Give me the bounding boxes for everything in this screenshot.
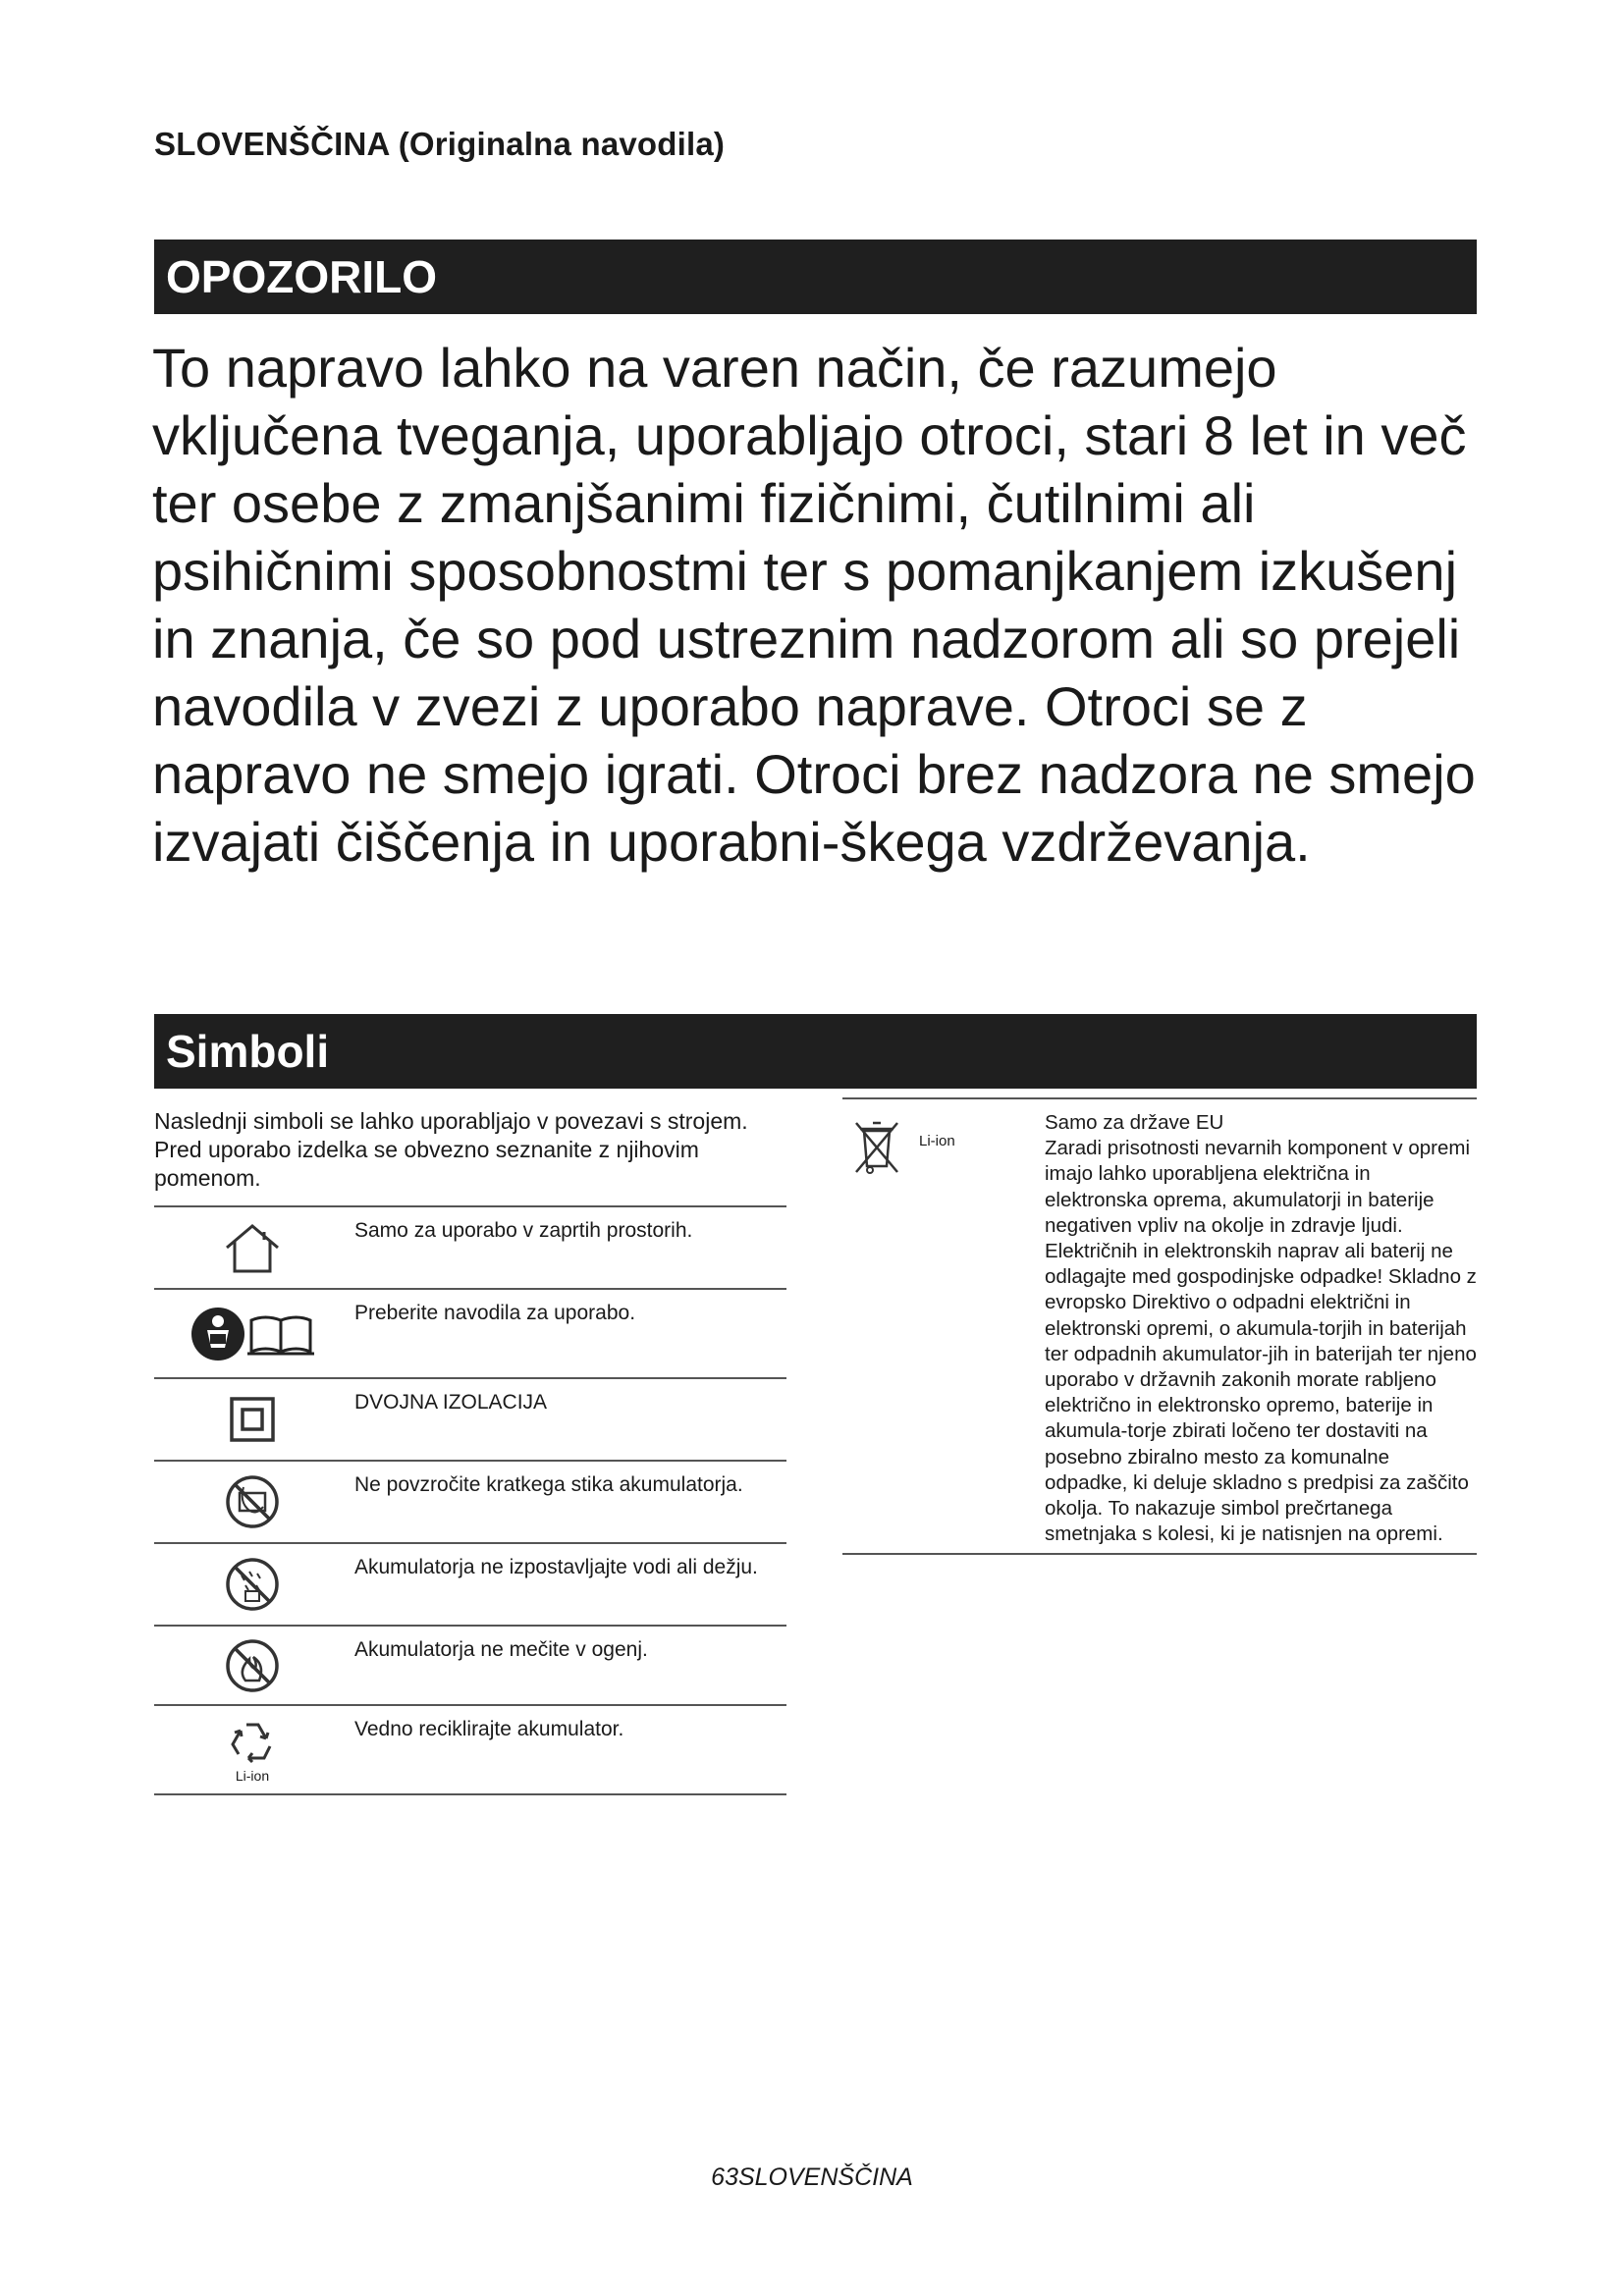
double-insulation-icon <box>154 1379 351 1460</box>
eu-disposal-block <box>842 1097 1477 1555</box>
symbol-row <box>154 1627 786 1706</box>
recycle-icon-label: Li-ion <box>235 1767 270 1784</box>
symbols-heading: Simboli <box>154 1014 1477 1089</box>
read-manual-icon <box>154 1290 351 1377</box>
symbol-row <box>154 1706 786 1795</box>
symbol-row <box>154 1290 786 1379</box>
symbol-row <box>154 1379 786 1462</box>
warning-text: To napravo lahko na varen način, če razumejo vključena tveganja, uporabljajo otroci, stari 8 let in več ter osebe z zmanjšanimi fizičnimi, čutilnimi ali psihičnimi sposobnostmi ter s pomanjkanjem izkušenj in znanja, če so pod ustreznim nadzorom ali so prejeli navodila v zvezi z uporabo naprave. Otroci se z napravo ne smejo igrati. Otroci brez nadzora ne smejo izvajati čiščenja in uporabni-škega vzdrževanja. <box>152 337 1476 873</box>
symbol-text: Vedno reciklirajte akumulator. <box>354 1718 624 1740</box>
symbol-row <box>154 1462 786 1544</box>
symbol-text: Akumulatorja ne izpostavljajte vodi ali dežju. <box>354 1556 758 1578</box>
page-header: SLOVENŠČINA (Originalna navodila) <box>154 126 726 162</box>
page-footer: 63SLOVENŠČINA <box>711 2163 913 2191</box>
symbol-row <box>154 1544 786 1627</box>
eu-text: Zaradi prisotnosti nevarnih komponent v opremi imajo lahko uporabljena električna in elektronska oprema, akumulatorji in baterije negativen vpliv na okolje in zdravje ljudi. Električnih in elektronskih naprav ali baterij ne odlagajte med gospodinjske odpadke! Skladno z evropsko Direktivo o odpadni električni in elektronski opremi, o akumula-torjih in baterijah ter odpadnih akumulator-jih in baterijah ter njeno uporabo v državnih zakonih morate rabljeno električno in elektronsko opremo, baterije in akumula-torje zbirati ločeno ter dostaviti na posebno zbiralno mesto za komunalne odpadke, ki deluje skladno s predpisi za zaščito okolja. To nakazuje simbol prečrtanega smetnjaka s kolesi, ki je natisnjen na opremi. <box>1045 1137 1477 1546</box>
crossed-bin-icon-label: Li-ion <box>919 1133 955 1149</box>
warning-heading: OPOZORILO <box>154 240 1477 314</box>
symbols-table <box>154 1205 786 1795</box>
symbol-text: Akumulatorja ne mečite v ogenj. <box>354 1638 648 1661</box>
crossed-bin-icon <box>842 1099 1045 1553</box>
symbol-text: Ne povzročite kratkega stika akumulatorja. <box>354 1473 743 1496</box>
symbol-row <box>154 1207 786 1290</box>
symbol-text: Preberite navodila za uporabo. <box>354 1302 636 1324</box>
symbols-intro: Naslednji simboli se lahko uporabljajo v povezavi s strojem. Pred uporabo izdelka se obvezno seznanite z njihovim pomenom. <box>154 1108 748 1191</box>
symbol-text: Samo za uporabo v zaprtih prostorih. <box>354 1219 693 1242</box>
recycle-icon <box>154 1706 351 1793</box>
eu-text-block <box>1045 1099 1477 1553</box>
no-short-circuit-icon <box>154 1462 351 1542</box>
symbol-text: DVOJNA IZOLACIJA <box>354 1391 548 1414</box>
no-fire-icon <box>154 1627 351 1704</box>
eu-title: Samo za države EU <box>1045 1111 1224 1134</box>
house-icon <box>154 1207 351 1288</box>
no-water-icon <box>154 1544 351 1625</box>
